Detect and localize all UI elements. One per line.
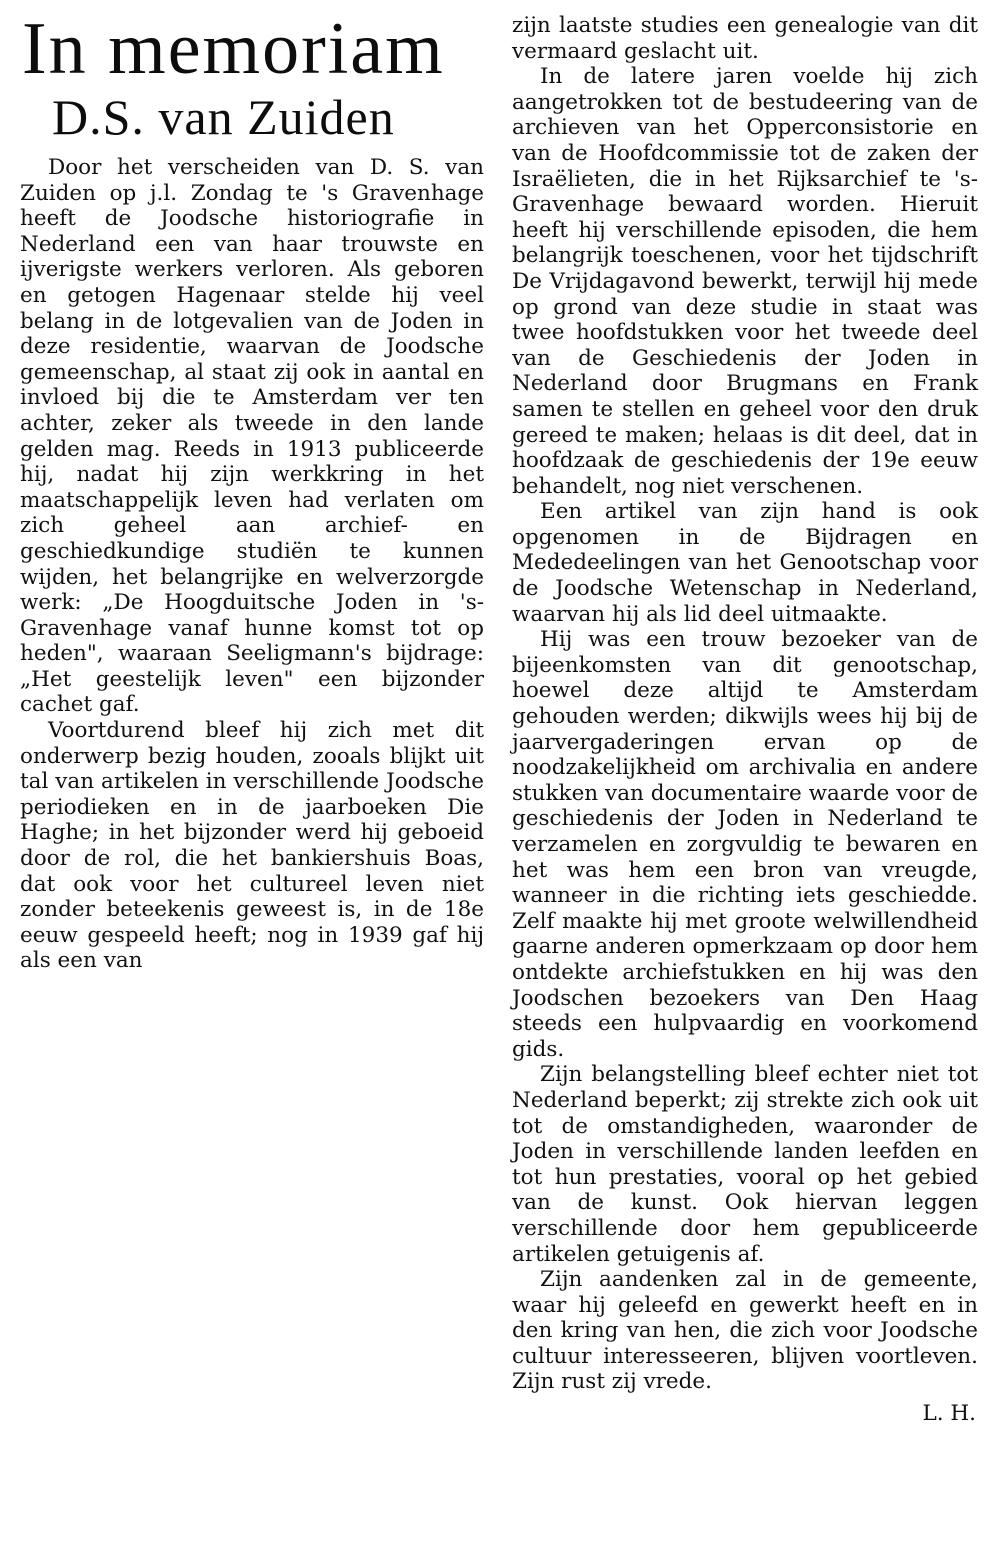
paragraph: In de latere jaren voelde hij zich aangetrokken tot de bestudeering van de archieven van het Opperconsistorie en van de Hoofdcommissie tot de zaken der Israëlieten, die in het Rijksarchief te 's-Gravenhage bewaard worden. Hieruit heeft hij verschillende episoden, die hem belangrijk toeschenen, voor het tijdschrift De Vrijdagavond bewerkt, terwijl hij mede op grond van deze studie in staat was twee hoofdstukken voor het tweede deel van de Geschiedenis der Joden in Nederland door Brugmans en Frank samen te stellen en geheel voor den druk gereed te maken; helaas is dit deel, dat in hoofdzaak de geschiedenis der 19e eeuw behandelt, nog niet verschenen.	[512, 64, 978, 499]
paragraph: Zijn belangstelling bleef echter niet tot Nederland beperkt; zij strekte zich ook uit tot de omstandigheden, waaronder de Joden in verschillende landen leefden en tot hun prestaties, vooral op het gebied van de kunst. Ook hiervan leggen verschillende door hem gepubliceerde artikelen getuigenis af.	[512, 1062, 978, 1267]
headline: In memoriam	[22, 8, 445, 90]
paragraph: Voortdurend bleef hij zich met dit onderwerp bezig houden, zooals blijkt uit tal van artikelen in verschillende Joodsche periodieken en in de jaarboeken Die Haghe; in het bijzonder werd hij geboeid door de rol, die het bankiershuis Boas, dat ook voor het cultureel leven niet zonder beteekenis geweest is, in de 18e eeuw gespeeld heeft; nog in 1939 gaf hij als een van	[20, 718, 484, 974]
paragraph-continuation: zijn laatste studies een genealogie van dit vermaard geslacht uit.	[512, 13, 978, 64]
author-signature: L. H.	[922, 1401, 976, 1427]
paragraph: Door het verscheiden van D. S. van Zuiden op j.l. Zondag te 's Gravenhage heeft de Joodsche historiografie in Nederland een van haar trouwste en ijverigste werkers verloren. Als geboren en getogen Hagenaar stelde hij veel belang in de lotgevalien van de Joden in deze residentie, waarvan de Joodsche gemeenschap, al staat zij ook in aantal en invloed bij die te Amsterdam ver ten achter, zeker als tweede in den lande gelden mag. Reeds in 1913 publiceerde hij, nadat hij zijn werkkring in het maatschappelijk leven had verlaten om zich geheel aan archief- en geschiedkundige studiën te kunnen wijden, het belangrijke en welverzorgde werk: „De Hoogduitsche Joden in 's-Gravenhage vanaf hunne komst tot op heden", waaraan Seeligmann's bijdrage: „Het geestelijk leven" een bijzonder cachet gaf.	[20, 155, 484, 718]
paragraph: Een artikel van zijn hand is ook opgenomen in de Bijdragen en Mededeelingen van het Genootschap voor de Joodsche Wetenschap in Nederland, waarvan hij als lid deel uitmaakte.	[512, 499, 978, 627]
paragraph: Zijn aandenken zal in de gemeente, waar hij geleefd en gewerkt heeft en in den kring van hen, die zich voor Joodsche cultuur interesseeren, blijven voortleven. Zijn rust zij vrede.	[512, 1267, 978, 1395]
subheadline-name: D.S. van Zuiden	[52, 89, 395, 145]
right-column	[512, 13, 978, 1427]
left-column	[20, 155, 484, 974]
paragraph: Hij was een trouw bezoeker van de bijeenkomsten van dit genootschap, hoewel deze altijd te Amsterdam gehouden werden; dikwijls wees hij bij de jaarvergaderingen ervan op de noodzakelijkheid om archivalia en andere stukken van documentaire waarde voor de geschiedenis der Joden in Nederland te verzamelen en zorgvuldig te bewaren en het was hem een bron van vreugde, wanneer in die richting iets geschiedde. Zelf maakte hij met groote welwillendheid gaarne anderen opmerkzaam op door hem ontdekte archiefstukken en hij was den Joodschen bezoekers van Den Haag steeds een hulpvaardig en voorkomend gids.	[512, 627, 978, 1062]
